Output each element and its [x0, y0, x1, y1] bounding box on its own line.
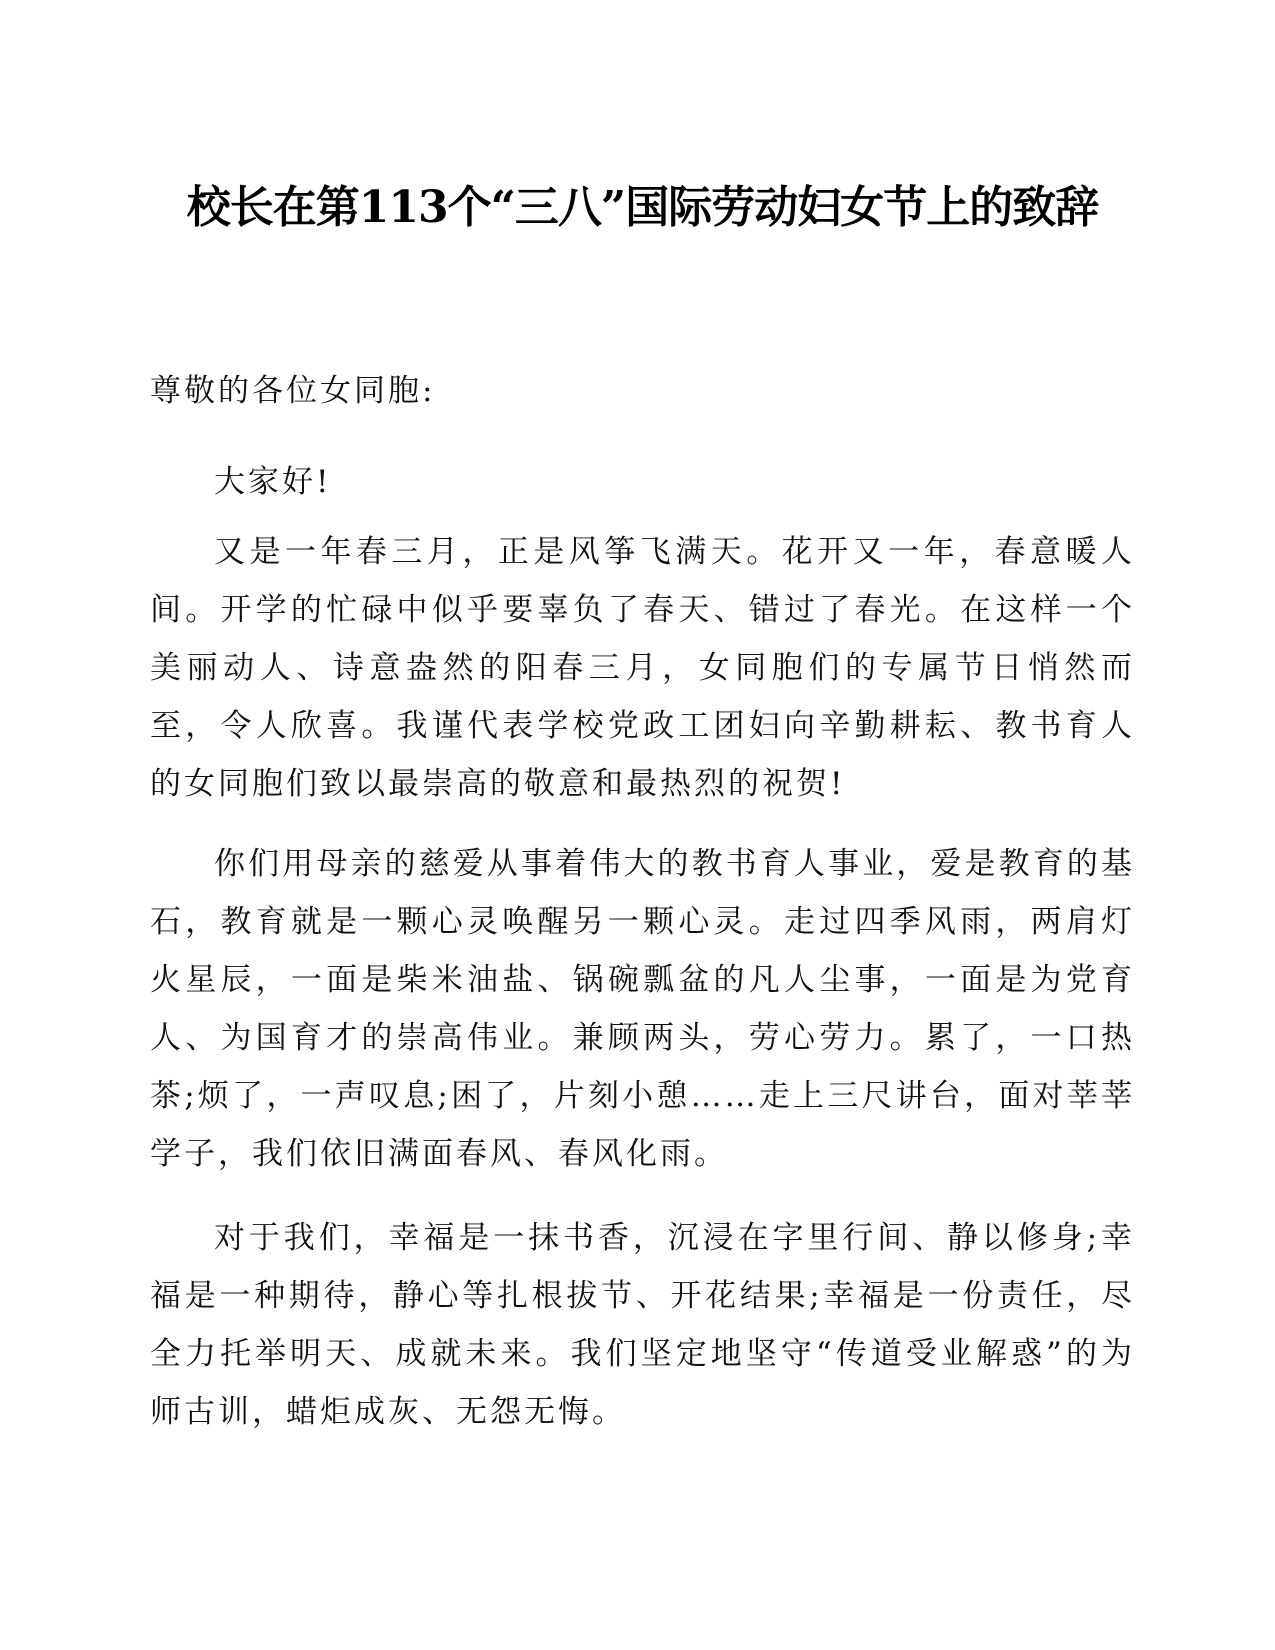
document-page	[150, 0, 1135, 1650]
document-title: 校长在第113个“三八”国际劳动妇女节上的致辞	[186, 182, 1099, 233]
paragraph: 你们用母亲的慈爱从事着伟大的教书育人事业，爱是教育的基石，教育就是一颗心灵唤醒另一颗心灵。走过四季风雨，两肩灯火星辰，一面是柴米油盐、锅碗瓢盆的凡人尘事，一面是为党育人、为国育才的崇高伟业。兼顾两头，劳心劳力。累了，一口热茶;烦了，一声叹息;困了，片刻小憩……走上三尺讲台，面对莘莘学子，我们依旧满面春风、春风化雨。	[150, 846, 1135, 1172]
greeting: 大家好!	[214, 464, 332, 500]
salutation: 尊敬的各位女同胞:	[150, 373, 436, 409]
paragraph: 对于我们，幸福是一抹书香，沉浸在字里行间、静以修身;幸福是一种期待，静心等扎根拔节、开花结果;幸福是一份责任，尽全力托举明天、成就未来。我们坚定地坚守“传道受业解惑”的为师古训，蜡炬成灰、无怨无悔。	[150, 1220, 1135, 1430]
paragraph: 又是一年春三月，正是风筝飞满天。花开又一年，春意暖人间。开学的忙碌中似乎要辜负了春天、错过了春光。在这样一个美丽动人、诗意盎然的阳春三月，女同胞们的专属节日悄然而至，令人欣喜。我谨代表学校党政工团妇向辛勤耕耘、教书育人的女同胞们致以最崇高的敬意和最热烈的祝贺!	[150, 534, 1135, 802]
